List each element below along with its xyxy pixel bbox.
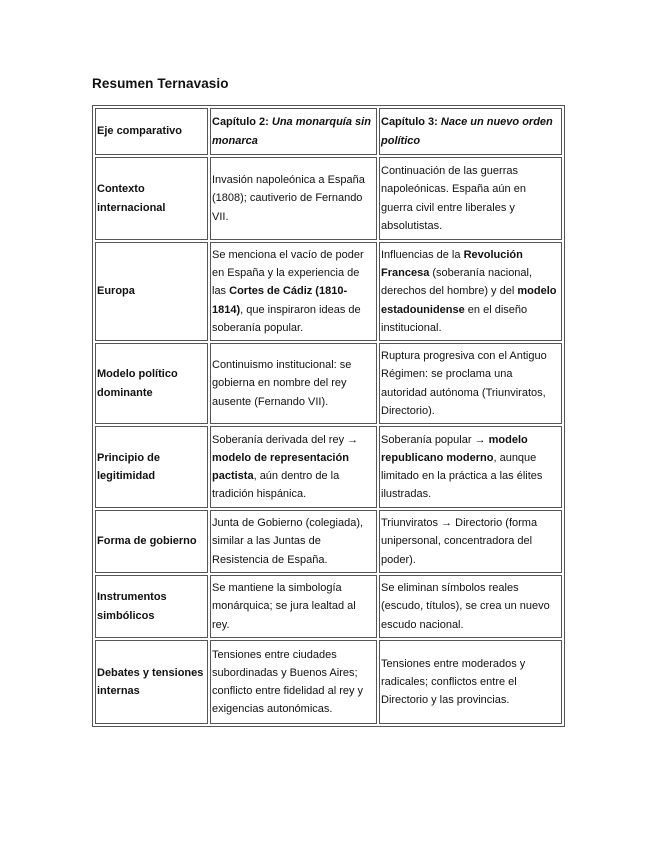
header-capitulo-3 (379, 108, 562, 155)
cell-europa-cap2-text-c: , que inspiraron ideas de soberanía popular. (212, 303, 361, 334)
cell-europa-cap3-text-c: (soberanía nacional, derechos del hombre) y del (381, 267, 533, 298)
table-row (95, 640, 562, 724)
header-eje-comparativo: Eje comparativo (95, 108, 208, 155)
cell-principio-cap2-text-a: Soberanía derivada del rey → (212, 433, 359, 446)
cell-principio-cap3-text-a: Soberanía popular → (381, 433, 489, 446)
cell-principio-cap2-text-c: , aún dentro de la tradición hispánica. (212, 470, 340, 501)
table-row (95, 343, 562, 424)
header-capitulo-2-prefix: Capítulo 2: (212, 116, 272, 129)
row-label-instrumentos: Instrumentos simbólicos (95, 575, 208, 638)
cell-instrumentos-cap2: Se mantiene la simbología monárquica; se jura lealtad al rey. (210, 575, 377, 638)
cell-europa-cap3 (379, 242, 562, 341)
cell-europa-cap3-text-a: Influencias de la (381, 248, 464, 261)
cell-contexto-cap2: Invasión napoleónica a España (1808); cautiverio de Fernando VII. (210, 157, 377, 240)
row-label-europa: Europa (95, 242, 208, 341)
table-row (95, 575, 562, 638)
cell-contexto-cap3: Continuación de las guerras napoleónicas. España aún en guerra civil entre liberales y absolutistas. (379, 157, 562, 240)
cell-modelo-cap2: Continuismo institucional: se gobierna en nombre del rey ausente (Fernando VII). (210, 343, 377, 424)
cell-debates-cap3: Tensiones entre moderados y radicales; conflictos entre el Directorio y las provincias. (379, 640, 562, 724)
table-row (95, 242, 562, 341)
cell-principio-cap3-bold: modelo republicano moderno (381, 433, 528, 464)
document-title: Resumen Ternavasio (92, 76, 229, 91)
cell-principio-cap2-bold: modelo de representación pactista (212, 451, 349, 482)
cell-europa-cap3-bold-d: modelo estadounidense (381, 285, 557, 316)
row-label-modelo: Modelo político dominante (95, 343, 208, 424)
comparison-table (92, 105, 565, 727)
cell-principio-cap3 (379, 426, 562, 508)
row-label-principio: Principio de legitimidad (95, 426, 208, 508)
row-label-forma: Forma de gobierno (95, 510, 208, 573)
header-capitulo-2-title: Una monarquía sin monarca (212, 116, 371, 147)
cell-principio-cap2 (210, 426, 377, 508)
cell-forma-cap3: Triunviratos → Directorio (forma unipersonal, concentradora del poder). (379, 510, 562, 573)
table-row (95, 157, 562, 240)
row-label-debates: Debates y tensiones internas (95, 640, 208, 724)
table-header-row (95, 108, 562, 155)
cell-europa-cap3-text-e: en el diseño institucional. (381, 303, 528, 334)
header-capitulo-3-title: Nace un nuevo orden político (381, 116, 553, 147)
cell-europa-cap2-text-a: Se menciona el vacío de poder en España y la experiencia de las (212, 248, 364, 298)
cell-debates-cap2: Tensiones entre ciudades subordinadas y Buenos Aires; conflicto entre fidelidad al rey y exigencias autonómicas. (210, 640, 377, 724)
cell-principio-cap3-text-c: , aunque limitado en la práctica a las élites ilustradas. (381, 451, 543, 501)
cell-europa-cap2-bold: Cortes de Cádiz (1810-1814) (212, 285, 348, 316)
cell-europa-cap3-bold-b: Revolución Francesa (381, 248, 523, 280)
row-label-contexto: Contexto internacional (95, 157, 208, 240)
header-capitulo-2 (210, 108, 377, 155)
cell-europa-cap2 (210, 242, 377, 341)
header-capitulo-3-prefix: Capítulo 3: (381, 116, 441, 129)
table-row (95, 426, 562, 508)
cell-modelo-cap3: Ruptura progresiva con el Antiguo Régimen: se proclama una autoridad autónoma (Triunviratos, Directorio). (379, 343, 562, 424)
cell-forma-cap2: Junta de Gobierno (colegiada), similar a las Juntas de Resistencia de España. (210, 510, 377, 573)
table-row (95, 510, 562, 573)
cell-instrumentos-cap3: Se eliminan símbolos reales (escudo, títulos), se crea un nuevo escudo nacional. (379, 575, 562, 638)
